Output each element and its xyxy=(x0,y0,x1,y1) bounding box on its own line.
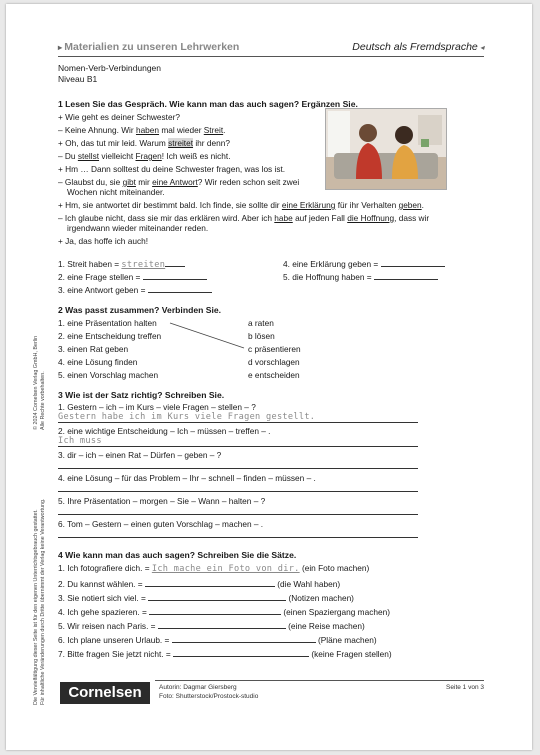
rewrite-item: 5. Wir reisen nach Paris. = (eine Reise machen) xyxy=(58,621,365,631)
rewrite-item: 6. Ich plane unseren Urlaub. = (Pläne machen) xyxy=(58,635,377,645)
handwritten-answer: Ich mache ein Foto von dir. xyxy=(151,564,300,574)
answer-line[interactable] xyxy=(58,537,418,538)
dialog-line: + Wie geht es deiner Schwester? xyxy=(58,112,180,122)
rewrite-item: 7. Bitte fragen Sie jetzt nicht. = (keine Fragen stellen) xyxy=(58,649,392,659)
answer-line[interactable] xyxy=(58,514,418,515)
answer-3: 3. eine Antwort geben = xyxy=(58,283,212,296)
copyright-note: © 2024 Cornelsen Verlag GmbH, Berlin Alle Rechte vorbehalten. xyxy=(33,335,46,430)
arrow-left-icon: ◂ xyxy=(477,43,484,52)
match-left[interactable]: 2. eine Entscheidung treffen xyxy=(58,331,162,341)
answer-line[interactable] xyxy=(58,422,418,423)
dialog-line: irgendwann wieder miteinander reden. xyxy=(67,223,209,233)
worksheet-meta xyxy=(58,63,161,85)
blank-field[interactable] xyxy=(149,605,281,615)
blank-field[interactable] xyxy=(145,577,275,587)
match-left[interactable]: 1. eine Präsentation halten xyxy=(58,318,157,328)
photo-credit: Foto: Shutterstock/Prostock-studio xyxy=(159,693,259,700)
handwritten-answer: Gestern habe ich im Kurs viele Fragen gestellt. xyxy=(58,412,316,422)
sentence-prompt: 4. eine Lösung – für das Problem – Ihr – schnell – finden – müssen – . xyxy=(58,473,316,483)
sentence-prompt: 3. dir – ich – einen Rat – Dürfen – geben – ? xyxy=(58,450,222,460)
rewrite-item: 1. Ich fotografiere dich. = Ich mache ein Foto von dir. (ein Foto machen) xyxy=(58,563,370,574)
match-right[interactable]: c präsentieren xyxy=(248,344,301,354)
cornelsen-logo: Cornelsen xyxy=(60,682,150,704)
dialog-line: + Oh, das tut mir leid. Warum streitet ihr denn? xyxy=(58,138,230,148)
answer-5: 5. die Hoffnung haben = xyxy=(283,270,438,283)
dialog-line: + Ja, das hoffe ich auch! xyxy=(58,236,149,246)
answer-line[interactable] xyxy=(58,468,418,469)
sentence-prompt: 2. eine wichtige Entscheidung – Ich – müssen – treffen – . xyxy=(58,426,271,436)
exercise-3-title: 3 Wie ist der Satz richtig? Schreiben Sie. xyxy=(58,390,225,400)
arrow-right-icon: ▸ xyxy=(58,43,65,52)
handwritten-answer: Ich muss xyxy=(58,436,102,446)
blank-field[interactable] xyxy=(172,633,316,643)
answer-line[interactable] xyxy=(58,491,418,492)
blank-field[interactable] xyxy=(148,591,286,601)
usage-note: Die Vervielfältigung dieser Seite ist für den eigenen Unterrichtsgebrauch gestattet. Für inhaltliche Veränderungen durch Dritte übernimmt der Verlag keine Verantwortung. xyxy=(33,498,46,705)
match-right[interactable]: d vorschlagen xyxy=(248,357,300,367)
author: Autorin: Dagmar Giersberg xyxy=(159,684,237,691)
answer-2: 2. eine Frage stellen = xyxy=(58,270,207,283)
match-left[interactable]: 4. eine Lösung finden xyxy=(58,357,138,367)
rewrite-item: 2. Du kannst wählen. = (die Wahl haben) xyxy=(58,579,341,589)
blank-field[interactable] xyxy=(143,270,207,280)
match-left[interactable]: 5. einen Vorschlag machen xyxy=(58,370,159,380)
exercise-2-title: 2 Was passt zusammen? Verbinden Sie. xyxy=(58,305,222,315)
sentence-prompt: 6. Tom – Gestern – einen guten Vorschlag – machen – . xyxy=(58,519,264,529)
blank-field[interactable] xyxy=(148,283,212,293)
page-number: Seite 1 von 3 xyxy=(446,684,484,691)
dialog-line: + Hm … Dann solltest du deine Schwester fragen, was los ist. xyxy=(58,164,286,174)
dialog-line: + Hm, sie antwortet dir bestimmt bald. Ich finde, sie sollte dir eine Erklärung für ihr Verhalten geben. xyxy=(58,200,424,210)
dialog-line: – Keine Ahnung. Wir haben mal wieder Streit. xyxy=(58,125,226,135)
dialog-line: – Glaubst du, sie gibt mir eine Antwort? Wir reden schon seit zwei xyxy=(58,177,300,187)
answer-4: 4. eine Erklärung geben = xyxy=(283,257,445,270)
exercise-4-title: 4 Wie kann man das auch sagen? Schreiben Sie die Sätze. xyxy=(58,550,297,560)
blank-field[interactable] xyxy=(374,270,438,280)
match-right[interactable]: a raten xyxy=(248,318,274,328)
rewrite-item: 3. Sie notiert sich viel. = (Notizen machen) xyxy=(58,593,354,603)
photo-arguing-couple xyxy=(325,108,447,190)
header-left: Materialien zu unseren Lehrwerken xyxy=(64,41,240,53)
dialog-line: – Du stellst vielleicht Fragen! Ich weiß es nicht. xyxy=(58,151,231,161)
dialog-line: Wochen nicht miteinander. xyxy=(67,187,165,197)
exercise-1-title: 1 Lesen Sie das Gespräch. Wie kann man das auch sagen? Ergänzen Sie. xyxy=(58,99,358,109)
answer-1: 1. Streit haben = streiten xyxy=(58,257,185,271)
topic: Nomen-Verb-Verbindungen xyxy=(58,63,162,73)
match-left[interactable]: 3. einen Rat geben xyxy=(58,344,129,354)
header-right: Deutsch als Fremdsprache xyxy=(352,41,478,53)
answer-line[interactable] xyxy=(58,446,418,447)
page-header xyxy=(58,40,484,57)
sentence-prompt: 1. Gestern – ich – im Kurs – viele Fragen – stellen – ? xyxy=(58,402,256,412)
level: Niveau B1 xyxy=(58,74,98,84)
match-right[interactable]: b lösen xyxy=(248,331,275,341)
match-right[interactable]: e entscheiden xyxy=(248,370,300,380)
blank-field[interactable] xyxy=(173,647,309,657)
page-footer xyxy=(155,680,484,700)
dialog-line: – Ich glaube nicht, dass sie mir das erklären wird. Aber ich habe auf jeden Fall die Hoffnung, dass wir xyxy=(58,213,430,223)
sentence-prompt: 5. Ihre Präsentation – morgen – Sie – Wann – halten – ? xyxy=(58,496,266,506)
blank-field[interactable] xyxy=(158,619,286,629)
rewrite-item: 4. Ich gehe spazieren. = (einen Spaziergang machen) xyxy=(58,607,390,617)
blank-field[interactable] xyxy=(381,257,445,267)
handwritten-answer: streiten xyxy=(121,260,166,270)
